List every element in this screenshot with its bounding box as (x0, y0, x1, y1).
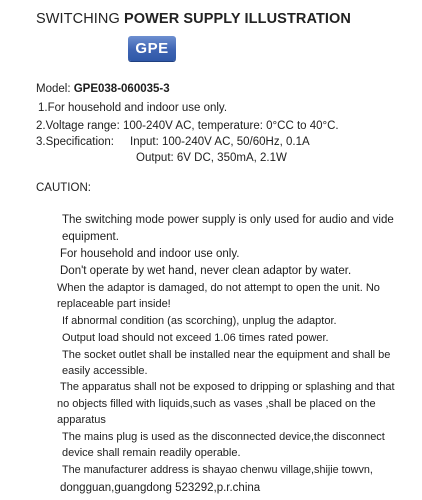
caution-line: If abnormal condition (as scorching), unplug the adaptor. (62, 315, 337, 327)
caution-heading: CAUTION: (36, 182, 91, 194)
caution-line: no objects filled with liquids,such as vases ,shall be placed on the (57, 398, 376, 410)
caution-line: dongguan,guangdong 523292,p.r.china (60, 482, 261, 494)
spec-line-2: 2.Voltage range: 100-240V AC, temperature: 0°CC to 40°C. (36, 120, 339, 132)
model-value: GPE038-060035-3 (73, 83, 170, 95)
caution-line: The socket outlet shall be installed near the equipment and shall be (62, 349, 391, 361)
caution-line: For household and indoor use only. (60, 248, 240, 260)
spec-line-3-label: 3.Specification: (36, 136, 114, 148)
model-line (36, 83, 170, 95)
spec-output: Output: 6V DC, 350mA, 2.1W (136, 152, 287, 164)
caution-line: The manufacturer address is shayao chenwu village,shijie towvn, (62, 464, 373, 476)
caution-line: The mains plug is used as the disconnected device,the disconnect (62, 431, 385, 443)
title-bold: POWER SUPPLY ILLUSTRATION (124, 11, 352, 27)
caution-line: The apparatus shall not be exposed to dripping or splashing and that (60, 381, 395, 393)
caution-line: device shall remain readily operable. (62, 447, 241, 459)
spec-line-1: 1.For household and indoor use only. (38, 102, 228, 114)
caution-line: Output load should not exceed 1.06 times rated power. (62, 332, 329, 344)
title-prefix: SWITCHING (36, 11, 124, 27)
spec-input: Input: 100-240V AC, 50/60Hz, 0.1A (130, 136, 310, 148)
caution-line: When the adaptor is damaged, do not attempt to open the unit. No (57, 282, 380, 294)
caution-line: The switching mode power supply is only used for audio and vide (62, 214, 394, 226)
page-title (36, 11, 351, 27)
caution-line: equipment. (62, 231, 119, 243)
caution-line: replaceable part inside! (57, 298, 171, 310)
model-label: Model: (36, 83, 74, 95)
gpe-logo: GPE (128, 36, 176, 61)
caution-line: easily accessible. (62, 365, 148, 377)
caution-line: Don't operate by wet hand, never clean adaptor by water. (60, 265, 352, 277)
caution-line: apparatus (57, 414, 106, 426)
